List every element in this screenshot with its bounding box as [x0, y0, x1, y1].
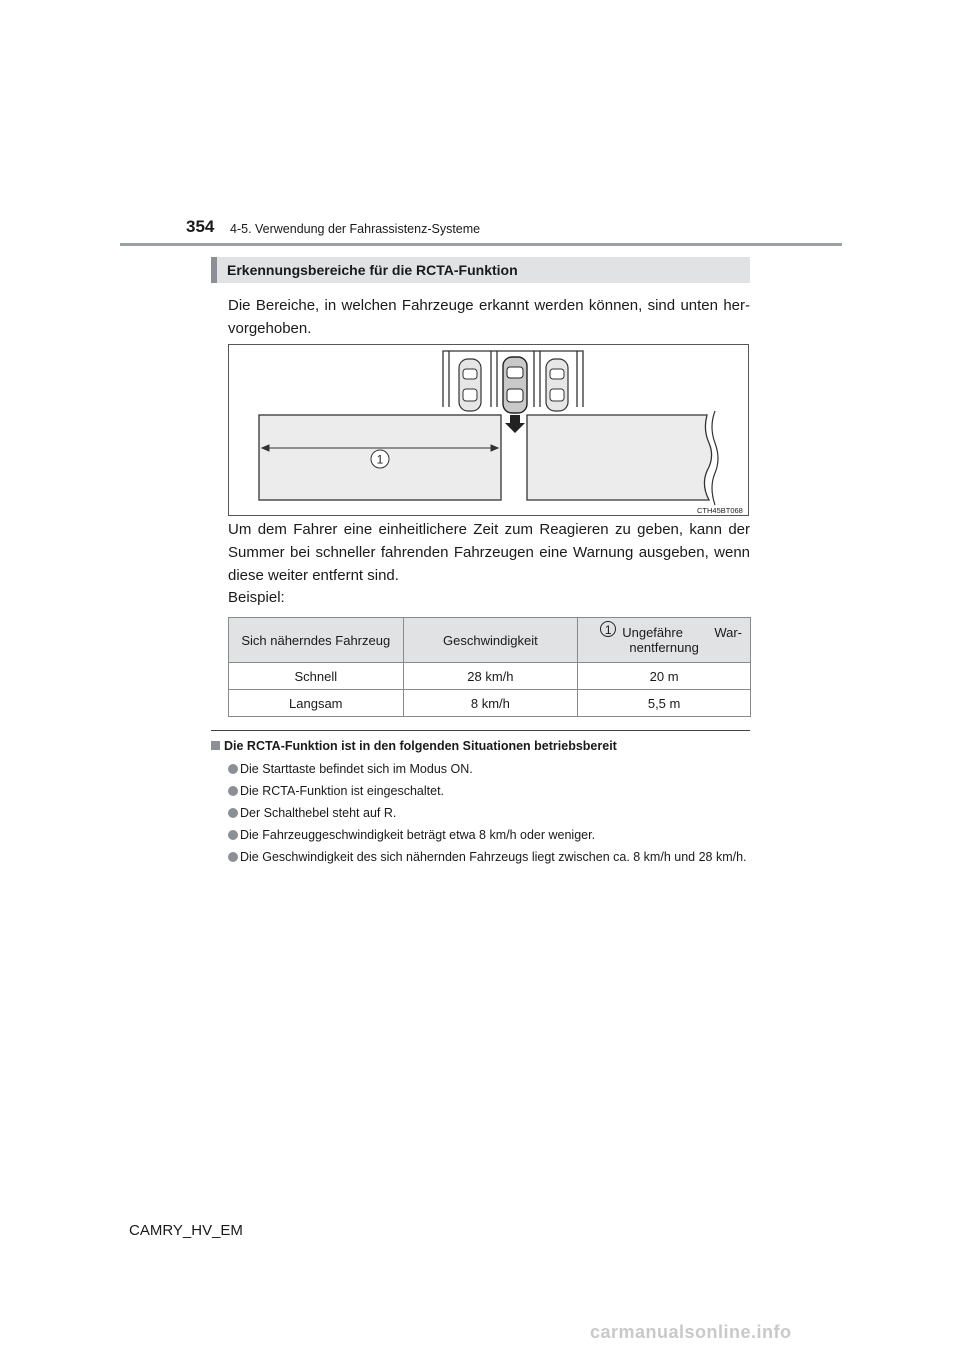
table-cell: 20 m: [578, 663, 751, 690]
bullet-icon: [228, 786, 238, 796]
column-header-speed: Geschwindigkeit: [403, 618, 578, 663]
bullet-icon: [228, 852, 238, 862]
table-cell: Langsam: [229, 690, 404, 717]
chapter-title: 4-5. Verwendung der Fahrassistenz-Systeme: [230, 222, 481, 236]
detection-area-diagram: [229, 345, 748, 515]
warning-distance-paragraph: Um dem Fahrer eine einheitlichere Zeit zum Reagieren zu geben, kann der Summer bei schneller fahrenden Fahrzeugen eine Warnung ausgeben, wenn diese weiter entfernt sind.: [228, 521, 750, 584]
own-car: [503, 357, 527, 413]
square-bullet-icon: [211, 741, 220, 750]
table-cell: 28 km/h: [403, 663, 578, 690]
list-item: Die Starttaste befindet sich im Modus ON.: [228, 760, 750, 778]
list-item: Der Schalthebel steht auf R.: [228, 804, 750, 822]
table-cell: 8 km/h: [403, 690, 578, 717]
list-item: Die RCTA-Funktion ist eingeschaltet.: [228, 782, 750, 800]
table-row: [229, 690, 751, 717]
conditions-heading: [211, 739, 617, 753]
column-header-vehicle: Sich näherndes Fahrzeug: [229, 618, 404, 663]
distance-label-circle: 1: [600, 621, 616, 637]
distance-header-line1: Ungefähre War-: [622, 625, 742, 640]
bullet-icon: [228, 764, 238, 774]
section-accent: [211, 257, 217, 283]
reverse-arrow: [505, 415, 525, 433]
footer-model-code: CAMRY_HV_EM: [129, 1222, 243, 1239]
detection-area-figure: [228, 344, 749, 516]
intro-paragraph: Die Bereiche, in welchen Fahrzeuge erkannt werden können, sind unten her-vorgehoben.: [228, 297, 750, 337]
table-row: [229, 663, 751, 690]
break-line: [712, 411, 718, 505]
watermark: carmanualsonline.info: [590, 1322, 792, 1342]
column-header-distance: [578, 618, 751, 663]
table-cell: 5,5 m: [578, 690, 751, 717]
header-divider: [120, 243, 842, 246]
conditions-heading-text: Die RCTA-Funktion ist in den folgenden Situationen betriebsbereit: [224, 739, 617, 753]
parked-car-left: [459, 359, 481, 411]
bullet-icon: [228, 808, 238, 818]
detection-area-right: [527, 415, 712, 500]
range-label: 1: [376, 452, 384, 467]
table-header-row: [229, 618, 751, 663]
distance-header-line2: nentfernung: [629, 640, 699, 655]
section-heading-bar: [211, 257, 750, 283]
warning-distance-table: [228, 617, 751, 717]
parked-car-right: [546, 359, 568, 411]
bullet-icon: [228, 830, 238, 840]
example-label: Beispiel:: [228, 589, 285, 606]
table-cell: Schnell: [229, 663, 404, 690]
figure-code: CTH45BT068: [697, 506, 743, 515]
page-number: 354: [186, 217, 215, 236]
list-item: Die Geschwindigkeit des sich nähernden Fahrzeugs liegt zwischen ca. 8 km/h und 28 km/h.: [228, 848, 750, 866]
list-item: Die Fahrzeuggeschwindigkeit beträgt etwa 8 km/h oder weniger.: [228, 826, 750, 844]
section-title: Erkennungsbereiche für die RCTA-Funktion: [227, 262, 518, 278]
section-divider: [211, 730, 750, 731]
